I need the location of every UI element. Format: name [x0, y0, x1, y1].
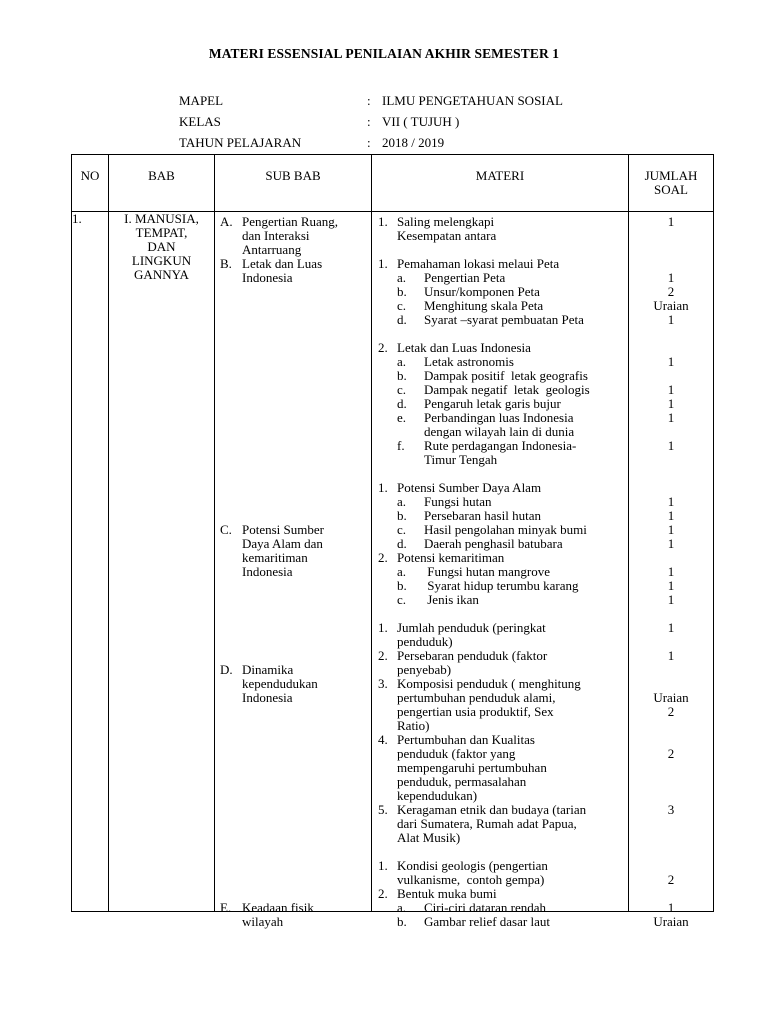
materi-marker: b. [397, 368, 407, 383]
materi-text: Dampak negatif letak geologis [424, 382, 590, 397]
jumlah-value: 1 [667, 578, 675, 593]
jumlah-value: 1 [667, 494, 675, 509]
materi-text: Unsur/komponen Peta [424, 284, 540, 299]
jumlah-value: 1 [667, 620, 675, 635]
jumlah-value: 2 [667, 284, 675, 299]
jumlah-value: Uraian [653, 914, 689, 929]
materi-text: pengertian usia produktif, Sex [397, 704, 554, 719]
meta-colon: : [367, 135, 371, 150]
sub-bab-cell [215, 212, 372, 929]
jumlah-value: 1 [667, 508, 675, 523]
table-row [72, 212, 714, 912]
materi-marker: d. [397, 536, 407, 551]
materi-marker: c. [397, 522, 407, 537]
materi-marker: a. [397, 354, 407, 369]
materi-text: Jumlah penduduk (peringkat [397, 620, 546, 635]
jumlah-value: 2 [667, 746, 675, 761]
materi-marker: b. [397, 284, 407, 299]
materi-text: penyebab) [397, 662, 452, 677]
materi-marker: 1. [378, 858, 388, 873]
materi-marker: d. [397, 312, 407, 327]
jumlah-value: 1 [667, 592, 675, 607]
materi-marker: c. [397, 382, 407, 397]
bab-line: DAN [147, 239, 176, 254]
materi-text: pertumbuhan penduduk alami, [397, 690, 556, 705]
materi-marker: 3. [378, 676, 388, 691]
header-materi: MATERI [372, 155, 629, 212]
header-no: NO [72, 155, 109, 212]
jumlah-value: 3 [667, 802, 675, 817]
materi-marker: 2. [378, 886, 388, 901]
materi-text: Daerah penghasil batubara [424, 536, 563, 551]
materi-cell [372, 212, 629, 929]
meta-label: TAHUN PELAJARAN [179, 135, 302, 150]
materi-text: Dampak positif letak geografis [424, 368, 588, 383]
materi-text: dengan wilayah lain di dunia [424, 424, 575, 439]
sub-bab-text: kemaritiman [242, 550, 308, 565]
materi-text: Pemahaman lokasi melaui Peta [397, 256, 560, 271]
materi-text: Ratio) [397, 718, 430, 733]
meta-label: KELAS [179, 114, 221, 129]
materi-text: Letak astronomis [424, 354, 514, 369]
bab-line: TEMPAT, [135, 225, 188, 240]
sub-bab-text: Potensi Sumber [242, 522, 324, 537]
materi-marker: b. [397, 508, 407, 523]
jumlah-value: 1 [667, 382, 675, 397]
header-bab: BAB [109, 155, 215, 212]
materi-text: Jenis ikan [424, 592, 479, 607]
jumlah-value: 1 [667, 396, 675, 411]
materi-marker: 2. [378, 340, 388, 355]
sub-bab-text: wilayah [242, 914, 284, 929]
materi-marker: 2. [378, 648, 388, 663]
materi-marker: c. [397, 298, 407, 313]
materi-marker: b. [397, 914, 407, 929]
jumlah-value: 1 [667, 270, 675, 285]
sub-bab-text: Antarruang [242, 242, 302, 257]
materi-text: Pengaruh letak garis bujur [424, 396, 561, 411]
sub-bab-text: Indonesia [242, 564, 293, 579]
materi-marker: a. [397, 900, 407, 915]
materi-text: Alat Musik) [397, 830, 461, 845]
header-sub-bab: SUB BAB [215, 155, 372, 212]
materi-text: Menghitung skala Peta [424, 298, 544, 313]
materi-marker: 2. [378, 550, 388, 565]
materi-marker: f. [397, 438, 405, 453]
materi-text: dari Sumatera, Rumah adat Papua, [397, 816, 577, 831]
materi-table [71, 154, 714, 929]
materi-marker: a. [397, 564, 407, 579]
materi-text: kependudukan) [397, 788, 478, 803]
materi-text: Letak dan Luas Indonesia [397, 340, 531, 355]
meta-label: MAPEL [179, 93, 224, 108]
sub-bab-text: kependudukan [242, 676, 318, 691]
sub-bab-text: Keadaan fisik [242, 900, 314, 915]
meta-colon: : [367, 114, 371, 129]
meta-value: 2018 / 2019 [382, 135, 445, 150]
materi-text: Komposisi penduduk ( menghitung [397, 676, 581, 691]
materi-text: Fungsi hutan mangrove [424, 564, 551, 579]
header-jumlah-line-2: SOAL [654, 182, 688, 197]
materi-marker: d. [397, 396, 407, 411]
meta-colon: : [367, 93, 371, 108]
materi-text: penduduk (faktor yang [397, 746, 516, 761]
materi-text: Perbandingan luas Indonesia [424, 410, 574, 425]
materi-text: Pengertian Peta [424, 270, 506, 285]
table-header-row [72, 155, 714, 212]
materi-marker: b. [397, 578, 407, 593]
materi-text: Pertumbuhan dan Kualitas [397, 732, 535, 747]
sub-bab-marker: C. [220, 522, 232, 537]
materi-text: Persebaran hasil hutan [424, 508, 541, 523]
jumlah-value: 1 [667, 648, 675, 663]
document-title: MATERI ESSENSIAL PENILAIAN AKHIR SEMESTER 1 [208, 46, 560, 61]
jumlah-value: 2 [667, 872, 675, 887]
materi-text: mempengaruhi pertumbuhan [397, 760, 547, 775]
materi-text: Gambar relief dasar laut [424, 914, 550, 929]
materi-text: Syarat hidup terumbu karang [424, 578, 579, 593]
materi-text: Kesempatan antara [397, 228, 497, 243]
sub-bab-marker: A. [220, 214, 233, 229]
jumlah-value: 1 [667, 438, 675, 453]
jumlah-cell [629, 212, 714, 929]
jumlah-value: 1 [667, 900, 675, 915]
header-jumlah-soal [629, 155, 714, 212]
jumlah-value: 1 [667, 536, 675, 551]
bab-line: GANNYA [134, 267, 189, 282]
materi-text: penduduk) [397, 634, 453, 649]
jumlah-value: 1 [667, 312, 675, 327]
materi-marker: 1. [378, 256, 388, 271]
meta-value: ILMU PENGETAHUAN SOSIAL [382, 93, 563, 108]
materi-marker: 4. [378, 732, 388, 747]
materi-text: Ciri-ciri dataran rendah [424, 900, 546, 915]
materi-text: Potensi kemaritiman [397, 550, 505, 565]
bab-line: I. MANUSIA, [124, 211, 199, 226]
bab-cell [109, 212, 215, 912]
materi-text: vulkanisme, contoh gempa) [397, 872, 545, 887]
materi-marker: a. [397, 494, 407, 509]
materi-text: Persebaran penduduk (faktor [397, 648, 548, 663]
sub-bab-text: dan Interaksi [242, 228, 310, 243]
materi-text: Potensi Sumber Daya Alam [397, 480, 542, 495]
row-number: 1. [72, 212, 109, 912]
header-jumlah-line-1: JUMLAH [644, 168, 698, 183]
sub-bab-text: Pengertian Ruang, [242, 214, 339, 229]
bab-line: LINGKUN [131, 253, 192, 268]
materi-text: Keragaman etnik dan budaya (tarian [397, 802, 587, 817]
jumlah-value: 1 [667, 354, 675, 369]
jumlah-value: 1 [667, 564, 675, 579]
materi-marker: e. [397, 410, 407, 425]
jumlah-value: Uraian [653, 690, 689, 705]
materi-marker: 5. [378, 802, 388, 817]
materi-text: Fungsi hutan [424, 494, 492, 509]
materi-text: Saling melengkapi [397, 214, 495, 229]
sub-bab-marker: B. [220, 256, 232, 271]
sub-bab-text: Indonesia [242, 270, 293, 285]
meta-value: VII ( TUJUH ) [382, 114, 460, 129]
materi-text: Syarat –syarat pembuatan Peta [424, 312, 584, 327]
materi-text: penduduk, permasalahan [397, 774, 527, 789]
jumlah-value: 1 [667, 522, 675, 537]
sub-bab-text: Daya Alam dan [242, 536, 323, 551]
materi-marker: a. [397, 270, 407, 285]
materi-text: Bentuk muka bumi [397, 886, 497, 901]
materi-marker: 1. [378, 620, 388, 635]
jumlah-value: 2 [667, 704, 675, 719]
sub-bab-text: Dinamika [242, 662, 294, 677]
materi-text: Hasil pengolahan minyak bumi [424, 522, 587, 537]
materi-text: Rute perdagangan Indonesia- [424, 438, 577, 453]
materi-marker: c. [397, 592, 407, 607]
sub-bab-text: Letak dan Luas [242, 256, 323, 271]
jumlah-value: 1 [667, 410, 675, 425]
jumlah-value: 1 [667, 214, 675, 229]
sub-bab-text: Indonesia [242, 690, 293, 705]
materi-marker: 1. [378, 480, 388, 495]
jumlah-value: Uraian [653, 298, 689, 313]
materi-text: Timur Tengah [424, 452, 498, 467]
materi-text: Kondisi geologis (pengertian [397, 858, 548, 873]
sub-bab-marker: E. [220, 900, 232, 915]
materi-marker: 1. [378, 214, 388, 229]
sub-bab-marker: D. [220, 662, 233, 677]
